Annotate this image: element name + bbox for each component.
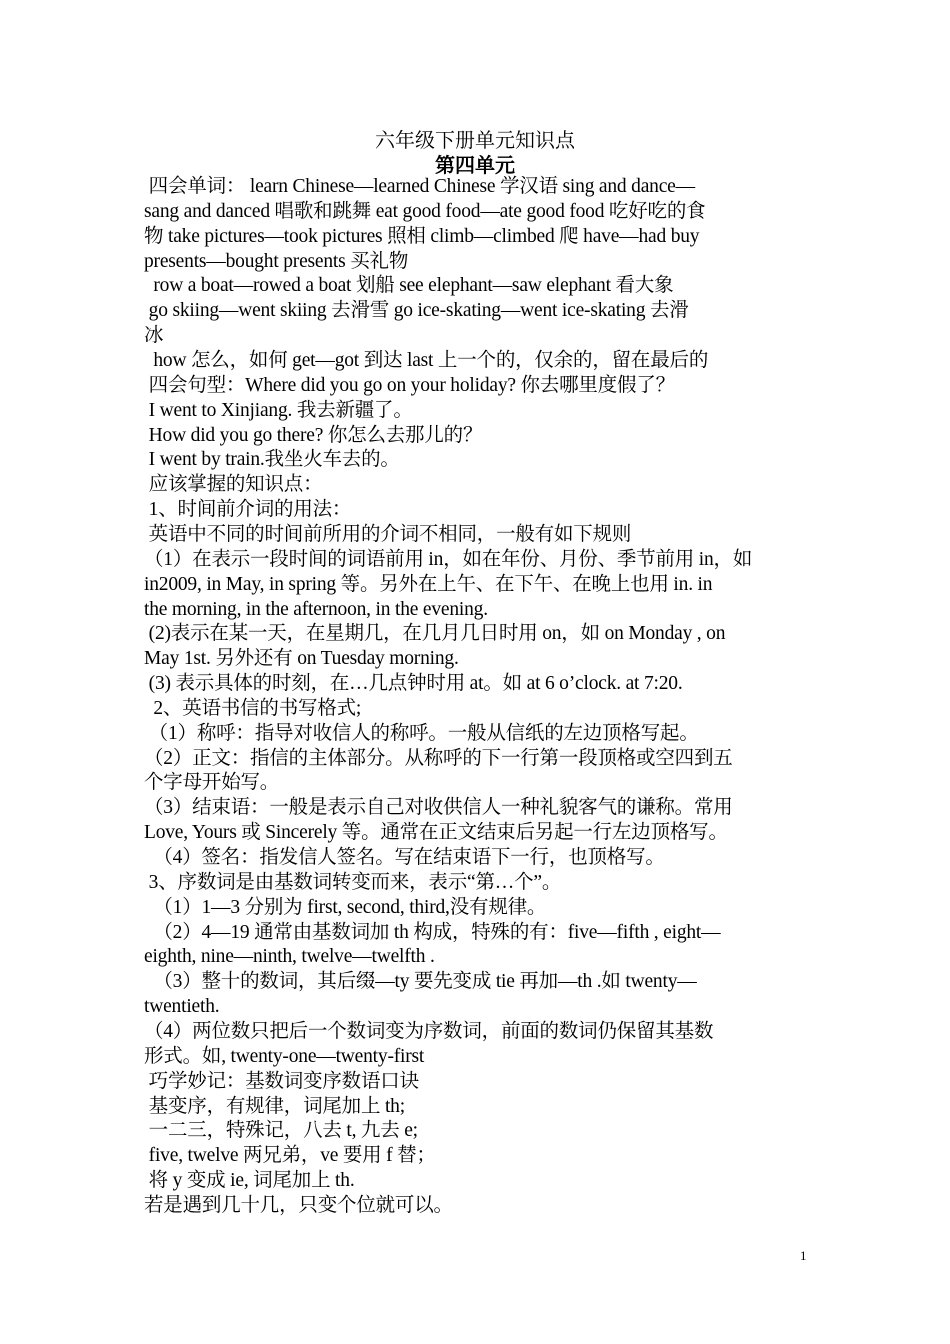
text-line: 1、时间前介词的用法： xyxy=(144,499,352,521)
text-line: （1）称呼：指导对收信人的称呼。一般从信纸的左边顶格写起。 xyxy=(144,722,699,744)
text-line: 形式。如, twenty-one—twenty-first xyxy=(144,1045,425,1067)
text-line: five, twelve 两兄弟，ve 要用 f 替； xyxy=(144,1145,436,1167)
text-line: Love, Yours 或 Sincerely 等。通常在正文结束后另起一行左边顶格写。 xyxy=(144,822,728,844)
text-line: I went to Xinjiang. 我去新疆了。 xyxy=(144,399,413,421)
text-line: the morning, in the afternoon, in the evening. xyxy=(144,598,488,620)
text-line: presents—bought presents 买礼物 xyxy=(144,250,409,272)
text-line: May 1st. 另外还有 on Tuesday morning. xyxy=(144,648,459,670)
text-line: 基变序，有规律，词尾加上 th; xyxy=(144,1095,405,1117)
text-line: how 怎么，如何 get—got 到达 last 上一个的，仅余的，留在最后的 xyxy=(144,350,709,371)
text-line: 冰 xyxy=(144,325,164,347)
text-line: 若是遇到几十几，只变个位就可以。 xyxy=(144,1194,453,1216)
unit-heading: 第四单元 xyxy=(435,155,515,177)
text-line: eighth, nine—ninth, twelve—twelfth . xyxy=(144,946,435,968)
text-line: 将 y 变成 ie, 词尾加上 th. xyxy=(144,1170,355,1191)
text-line: （1）1—3 分别为 first, second, third,没有规律。 xyxy=(144,896,547,918)
text-line: twentieth. xyxy=(144,996,220,1018)
text-line: 巧学妙记：基数词变序数语口诀 xyxy=(144,1070,419,1092)
text-line: 3、序数词是由基数词转变而来，表示“第…个”。 xyxy=(144,871,562,893)
document-title: 六年级下册单元知识点 xyxy=(375,130,575,152)
text-line: row a boat—rowed a boat 划船 see elephant—saw elephant 看大象 xyxy=(144,275,674,297)
text-line: How did you go there? 你怎么去那儿的？ xyxy=(144,424,483,446)
text-line: 四会单词： learn Chinese—learned Chinese 学汉语 sing and dance— xyxy=(144,176,695,197)
text-line: （4）两位数只把后一个数词变为序数词，前面的数词仍保留其基数 xyxy=(144,1020,714,1042)
text-line: sang and danced 唱歌和跳舞 eat good food—ate good food 吃好吃的食 xyxy=(144,200,706,222)
text-line: （2）4—19 通常由基数词加 th 构成，特殊的有：five—fifth , eight— xyxy=(144,921,721,943)
text-line: in2009, in May, in spring 等。另外在上午、在下午、在晚上也用 in. in xyxy=(144,573,713,595)
text-line: 物 take pictures—took pictures 照相 climb—climbed 爬 have—had buy xyxy=(144,225,700,247)
text-line: I went by train.我坐火车去的。 xyxy=(144,449,400,471)
text-line: (3) 表示具体的时刻，在…几点钟时用 at。如 at 6 o’clock. at 7:20. xyxy=(144,673,683,694)
text-line: （2）正文：指信的主体部分。从称呼的下一行第一段顶格或空四到五 xyxy=(144,747,733,769)
text-line: 一二三，特殊记，八去 t, 九去 e; xyxy=(144,1120,418,1142)
text-line: 2、英语书信的书写格式; xyxy=(144,697,362,719)
text-line: go skiing—went skiing 去滑雪 go ice-skating—went ice-skating 去滑 xyxy=(144,300,689,322)
text-line: （3）结束语：一般是表示自己对收供信人一种礼貌客气的谦称。常用 xyxy=(144,797,733,819)
text-line: （4）签名：指发信人签名。写在结束语下一行，也顶格写。 xyxy=(144,847,665,868)
text-line: (2)表示在某一天，在星期几，在几月几日时用 on，如 on Monday , on xyxy=(144,623,726,645)
text-line: 四会句型：Where did you go on your holiday? 你去哪里度假了？ xyxy=(144,374,675,396)
text-line: 个字母开始写。 xyxy=(144,772,280,794)
text-line: （3）整十的数词，其后缀—ty 要先变成 tie 再加—th .如 twenty— xyxy=(144,971,697,993)
page-number: 1 xyxy=(800,1248,807,1263)
text-line: （1）在表示一段时间的词语前用 in，如在年份、月份、季节前用 in，如 xyxy=(144,548,753,570)
text-line: 应该掌握的知识点： xyxy=(144,474,323,496)
text-line: 英语中不同的时间前所用的介词不相同，一般有如下规则 xyxy=(144,523,632,545)
